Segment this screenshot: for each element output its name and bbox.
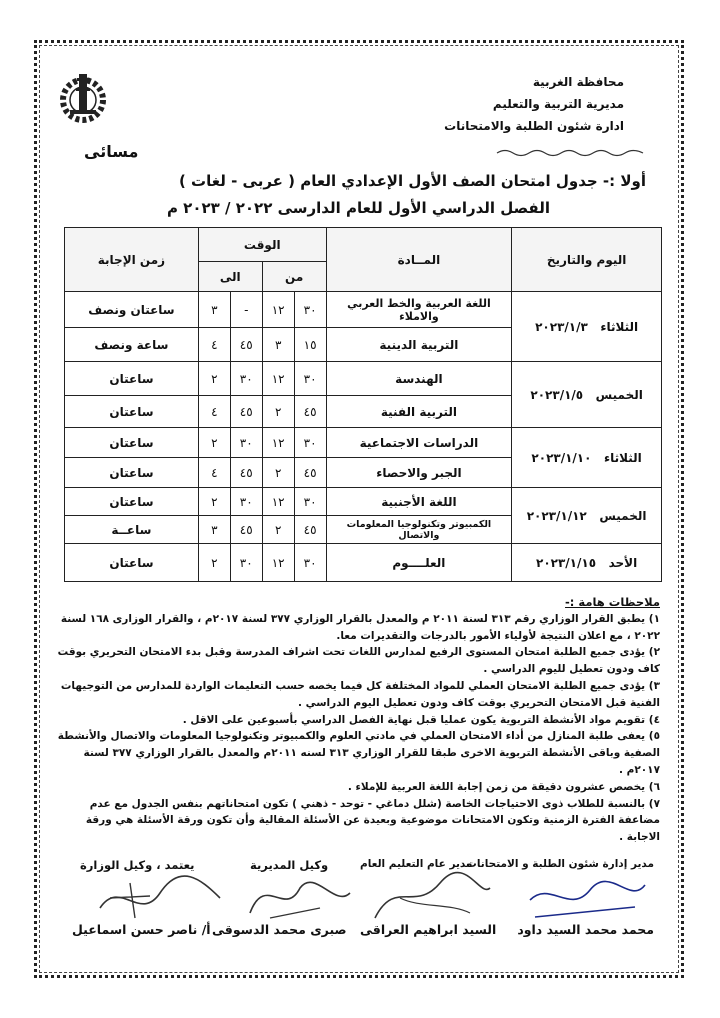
day-name: الأحد — [608, 555, 638, 570]
from-hour: ٢ — [262, 396, 294, 428]
note-item: ٤) تقويم مواد الأنشطة التربوية يكون عمليا قبل نهاية الفصل الدراسي بأسبوعين على الاقل . — [182, 713, 660, 726]
duration-cell: ساعتان ونصف — [65, 292, 199, 328]
from-hour: ١٢ — [262, 488, 294, 516]
subject-cell: الجبر والاحصاء — [326, 458, 512, 488]
from-minute: ٤٥ — [294, 458, 326, 488]
from-minute: ٣٠ — [294, 362, 326, 396]
day-date: ٢٠٢٣/١/٣ — [535, 319, 588, 334]
duration-cell: ساعتان — [65, 544, 199, 582]
col-subject: المــادة — [326, 228, 512, 292]
duration-cell: ساعتان — [65, 488, 199, 516]
col-duration: زمن الإجابة — [65, 228, 199, 292]
note-item: ٥) يعفى طلبة المنازل من أداء الامتحان العملي في مادتي العلوم والكمبيوتر وتكنولوجيا المعلومات والاتصال والأنشطة الصفية وباقى الأنشطة التربوية الاخرى طبقا للقرار الوزاري ٣١٣ لسنه ٢٠١١م والمعدل بالقرار الوزاري ٣٧٧ لسنة ٢٠١٧م . — [57, 730, 660, 776]
signature-name: السيد ابراهيم العراقى — [360, 922, 497, 937]
signature-name: أ/ ناصر حسن اسماعيل — [72, 922, 211, 937]
from-hour: ١٢ — [262, 292, 294, 328]
duration-cell: ساعة ونصف — [65, 328, 199, 362]
from-hour: ٢ — [262, 516, 294, 544]
signature-title: مدير إدارة شئون الطلبة و الامتحانات — [466, 858, 654, 870]
note-item: ٦) يخصص عشرون دقيقة من زمن إجابة اللغة العربية للإملاء . — [347, 780, 660, 793]
table-row — [65, 488, 662, 516]
to-hour: ٤ — [198, 458, 230, 488]
subject-cell: التربية الدينية — [326, 328, 512, 362]
subject-cell: الهندسة — [326, 362, 512, 396]
day-date: ٢٠٢٣/١/٥ — [530, 387, 584, 402]
to-hour: ٤ — [198, 328, 230, 362]
subject-cell: اللغة العربية والخط العربي والاملاء — [326, 292, 512, 328]
day-date: ٢٠٢٣/١/١٥ — [536, 555, 597, 570]
schedule-title: أولا :- جدول امتحان الصف الأول الإعدادي العام ( عربى - لغات ) — [178, 172, 646, 190]
to-hour: ٢ — [198, 488, 230, 516]
signature-title: وكيل المديرية — [250, 858, 329, 872]
duration-cell: ساعتان — [65, 458, 199, 488]
to-minute: ٣٠ — [230, 544, 262, 582]
from-minute: ١٥ — [294, 328, 326, 362]
note-item: ٣) يؤدى جميع الطلبة الامتحان العملي للمواد المختلفة كل فيما يخصه حسب التعليمات الواردة للمدارس من التوجيهات الفنية قبل الامتحان التحريري بوقت كاف ودون تعطيل اليوم الدراسي . — [60, 679, 660, 709]
signature-mark — [360, 868, 500, 928]
notes-section — [55, 594, 660, 846]
to-minute: ٤٥ — [230, 328, 262, 362]
from-minute: ٣٠ — [294, 428, 326, 458]
to-hour: ٢ — [198, 362, 230, 396]
signature-title: مدير عام التعليم العام — [360, 858, 473, 870]
to-minute: ٤٥ — [230, 458, 262, 488]
subject-cell: الدراسات الاجتماعية — [326, 428, 512, 458]
from-minute: ٣٠ — [294, 292, 326, 328]
notes-title: ملاحظات هامة :- — [565, 595, 660, 609]
day-name: الخميس — [595, 387, 643, 402]
col-time: الوقت — [198, 228, 326, 262]
to-hour: ٢ — [198, 544, 230, 582]
table-row — [65, 428, 662, 458]
from-minute: ٤٥ — [294, 516, 326, 544]
to-hour: ٣ — [198, 516, 230, 544]
from-hour: ٣ — [262, 328, 294, 362]
term-title: الفصل الدراسي الأول للعام الدارسى ٢٠٢٢ / ٢٠٢٣ م — [166, 199, 550, 217]
session-label: مسائى — [84, 142, 139, 161]
to-minute: ٤٥ — [230, 516, 262, 544]
subject-cell: اللغة الأجنبية — [326, 488, 512, 516]
from-hour: ١٢ — [262, 362, 294, 396]
governorate: محافظة الغربية — [532, 75, 624, 89]
day-name: الخميس — [599, 508, 647, 523]
table-row — [65, 362, 662, 396]
signature-name: محمد محمد السيد داود — [517, 922, 654, 937]
col-from: من — [262, 262, 326, 292]
to-minute: ٤٥ — [230, 396, 262, 428]
day-name: الثلاثاء — [604, 450, 642, 465]
day-cell — [512, 488, 662, 544]
directorate-logo — [58, 68, 108, 128]
day-cell — [512, 292, 662, 362]
directorate: مديرية التربية والتعليم — [492, 97, 624, 111]
signature-mark — [520, 875, 650, 925]
table-row — [65, 544, 662, 582]
day-date: ٢٠٢٣/١/١٠ — [531, 450, 592, 465]
col-day-date: اليوم والتاريخ — [512, 228, 662, 292]
exam-schedule-table — [64, 227, 662, 582]
to-minute: ٣٠ — [230, 362, 262, 396]
from-minute: ٤٥ — [294, 396, 326, 428]
signature-name: صبرى محمد الدسوقى — [212, 922, 347, 937]
day-cell — [512, 428, 662, 488]
table-row — [65, 292, 662, 328]
from-hour: ٢ — [262, 458, 294, 488]
subject-cell: العلــــوم — [326, 544, 512, 582]
duration-cell: ساعتان — [65, 428, 199, 458]
to-minute: ٣٠ — [230, 428, 262, 458]
department: ادارة شئون الطلبة والامتحانات — [444, 119, 624, 133]
to-hour: ٣ — [198, 292, 230, 328]
to-minute: ٣٠ — [230, 488, 262, 516]
signature-mark — [90, 868, 230, 928]
to-minute: - — [230, 292, 262, 328]
subject-cell: التربية الفنية — [326, 396, 512, 428]
day-name: الثلاثاء — [600, 319, 639, 334]
subject-cell: الكمبيوتر وتكنولوجيا المعلومات والاتصال — [326, 516, 512, 544]
signature-title: يعتمد ، وكيل الوزارة — [80, 858, 195, 872]
from-hour: ١٢ — [262, 428, 294, 458]
day-date: ٢٠٢٣/١/١٢ — [526, 508, 587, 523]
day-cell — [512, 544, 662, 582]
header-ornament — [495, 148, 645, 158]
signature-mark — [240, 868, 360, 928]
from-hour: ١٢ — [262, 544, 294, 582]
col-to: الى — [198, 262, 262, 292]
note-item: ٢) يؤدى جميع الطلبة امتحان المستوى الرفيع لمدارس اللغات تحت اشراف المدرسة وقبل بدء الامتحان التحريري بوقت كاف ودون تعطيل لليوم الدراسي . — [57, 646, 660, 676]
duration-cell: ساعتان — [65, 396, 199, 428]
note-item: ٧) بالنسبة للطلاب ذوى الاحتياجات الخاصة (شلل دماغي - توحد - ذهني ) تكون امتحاناتهم بنفس الجدول مع عدم مضاعفة الفترة الزمنية وتكون الامتحانات موضوعية وبعيدة عن الأسئلة المقالية وأن تكون ورقة الأسئلة هي ورقة الاجابة . — [85, 797, 660, 844]
day-cell — [512, 362, 662, 428]
from-minute: ٣٠ — [294, 544, 326, 582]
note-item: ١) يطبق القرار الوزاري رقم ٣١٣ لسنة ٢٠١١ م والمعدل بالقرار الوزاري ٣٧٧ لسنة ٢٠١٧م ، والقرار الوزارى ١٦٨ لسنة ٢٠٢٢ ، مع اعلان النتيجة لأولياء الأمور بالدرجات والتقديرات معا. — [60, 612, 660, 642]
to-hour: ٤ — [198, 396, 230, 428]
duration-cell: ساعتان — [65, 362, 199, 396]
from-minute: ٣٠ — [294, 488, 326, 516]
duration-cell: ساعــة — [65, 516, 199, 544]
to-hour: ٢ — [198, 428, 230, 458]
